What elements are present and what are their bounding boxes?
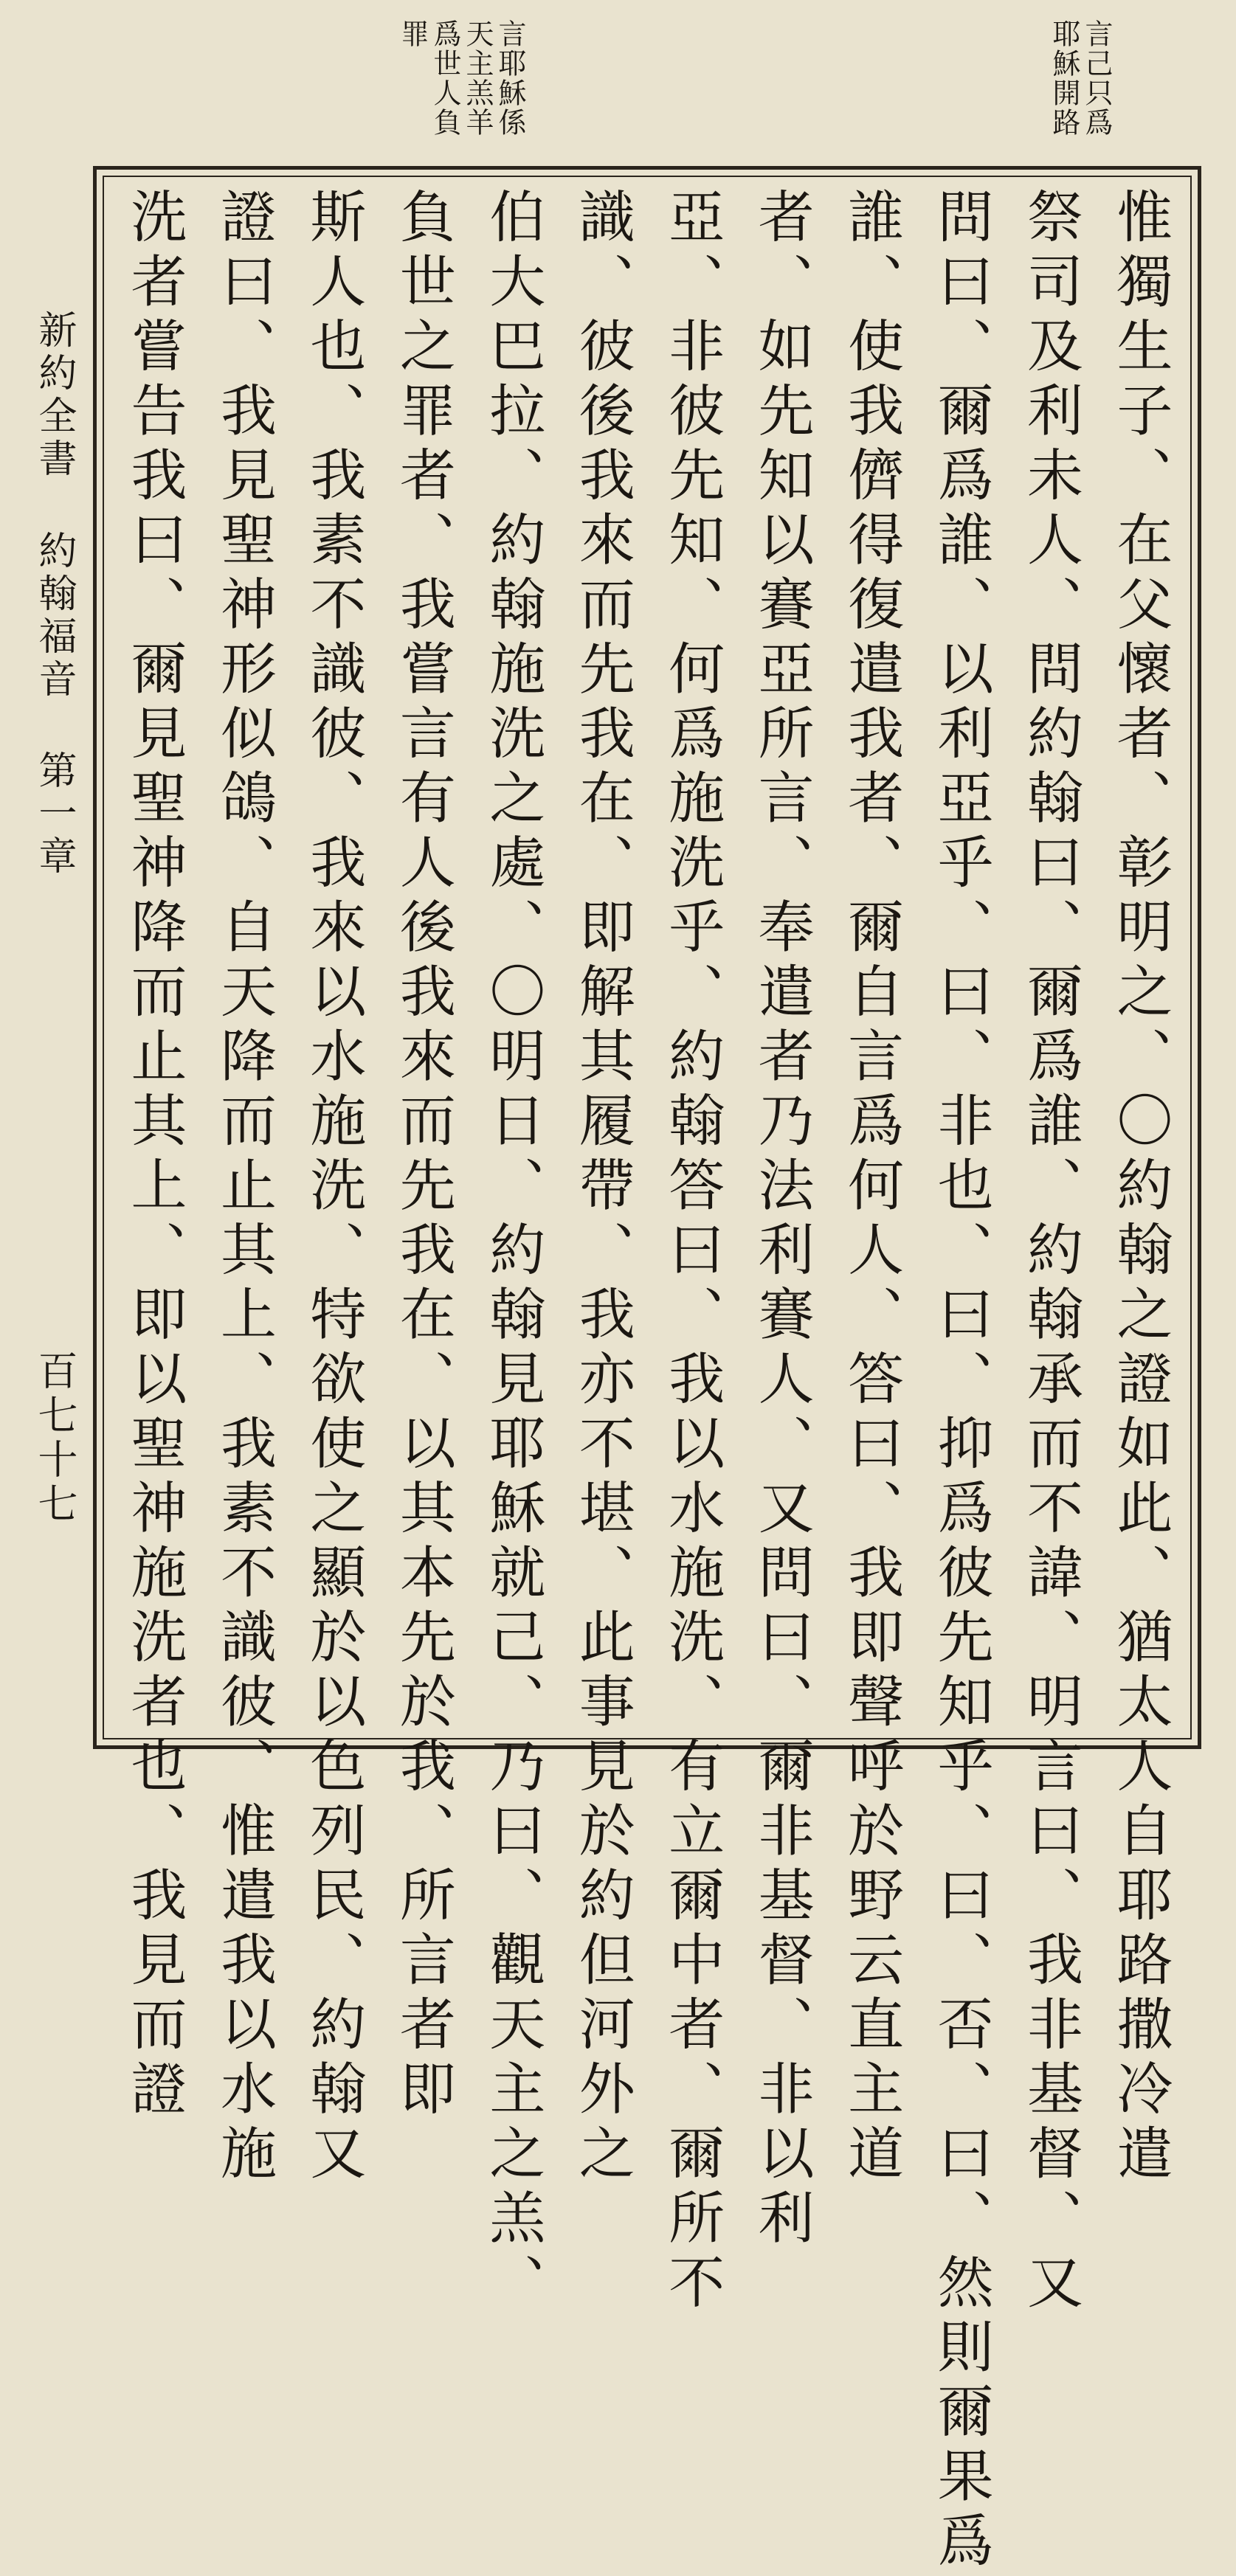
gospel-title: 約翰福音 [32,530,76,702]
text-column: 負世之罪者、我嘗言有人後我來而先我在、以其本先於我、所言者即 [390,187,457,2124]
note-line: 爲世人負 [429,19,461,137]
note-line: 罪 [396,19,429,49]
text-column: 惟獨生子、在父懷者、彰明之、〇約翰之證如此、猶太人自耶路撒冷遣 [1107,187,1173,2189]
scripture-text [119,187,1175,2576]
text-column: 亞、非彼先知、何爲施洗乎、約翰答曰、我以水施洗、有立爾中者、爾所不 [659,187,725,2318]
marginal-note-right [1050,19,1111,159]
text-column: 證曰、我見聖神形似鴿、自天降而止其上、我素不識彼、惟遣我以水施 [211,187,277,2189]
chapter-label: 第一章 [32,750,76,879]
text-column: 斯人也、我素不識彼、我來以水施洗、特欲使之顯於以色列民、約翰又 [300,187,367,2189]
text-frame [93,166,1201,2576]
page-number: 百七十七 [32,1350,78,1527]
note-line: 天主羔羊 [461,19,494,137]
note-line: 耶穌開路 [1048,19,1080,137]
text-column: 識、彼後我來而先我在、即解其履帶、我亦不堪、此事見於約但河外之 [570,187,636,2189]
marginal-note-left [398,19,524,159]
text-column: 洗者嘗告我曰、爾見聖神降而止其上、即以聖神施洗者也、我見而證 [122,187,187,2124]
text-column: 問曰、爾爲誰、以利亞乎、曰、非也、曰、抑爲彼先知乎、曰、否、曰、然則爾果爲 [928,187,995,2576]
note-line: 言己只爲 [1080,19,1113,137]
note-line: 言耶穌係 [494,19,526,137]
text-column: 祭司及利未人、問約翰曰、爾爲誰、約翰承而不諱、明言曰、我非基督、又 [1018,187,1084,2318]
text-column: 伯大巴拉、約翰施洗之處、〇明日、約翰見耶穌就己、乃曰、觀天主之羔、 [480,187,546,2318]
text-column: 者、如先知以賽亞所言、奉遣者乃法利賽人、又問曰、爾非基督、非以利 [749,187,815,2253]
text-column: 誰、使我儕得復遣我者、爾自言爲何人、答曰、我即聲呼於野云直主道 [838,187,905,2189]
running-head [27,310,82,879]
book-title: 新約全書 [32,310,76,481]
